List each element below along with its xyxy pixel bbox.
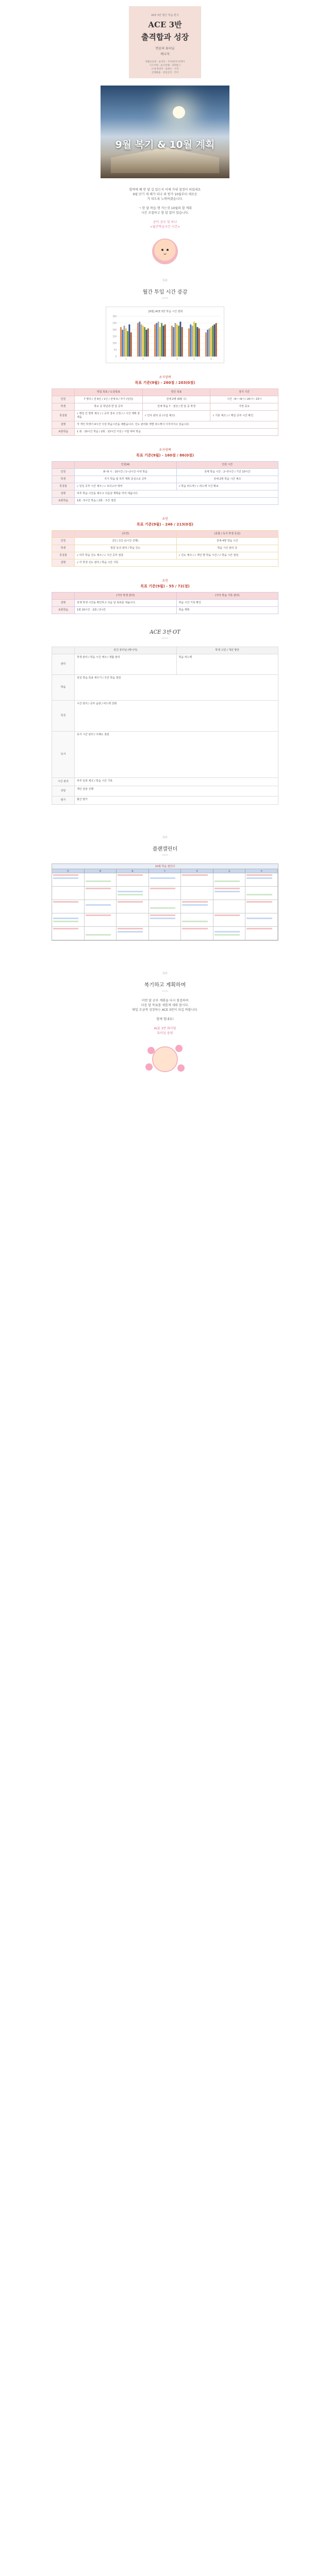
table-cell: √ 인사 관리 중 (수업 체크) [142,411,210,421]
section-title: 복기하고 계획하며 [144,982,186,988]
col-header: 읽긴 튜터님 (매니저) [75,647,177,654]
calendar-cell [245,900,278,913]
chart-bar [188,328,190,357]
calendar-cell [85,900,117,913]
calendar-cell [85,887,117,900]
x-tick-label: 3 [159,358,161,360]
chart-bar [196,327,198,357]
bar-chart [106,307,225,364]
chart-bar [120,327,122,357]
chart-bar [145,330,147,357]
table-cell: 일일 학습 목표 세우기 / 주간 학습 점검 [75,675,278,701]
x-tick-label: 4 [176,358,178,360]
calendar [52,863,278,941]
table-cell: 1회 10시간 · 2회 / 3시간 [75,607,177,614]
x-tick-label: 1 [125,358,127,360]
y-tick-label: 50 [113,348,117,351]
intro-pink: 준비 공부 및 하나 [153,221,177,224]
closing-line: 다음 달 목표를 새롭게 세워 봅시다. [141,1004,189,1007]
row-header: 인원 [52,469,75,476]
calendar-cell [85,913,117,927]
row-header: 특징점 [52,552,75,560]
chart-bar [205,332,207,357]
row-header: 독서 [52,732,75,778]
col-header: (기타 학습 기록 관리) [176,592,278,600]
day-label: 토 [245,869,278,873]
table-cell: 전체 2명 학습 시간 체크 [176,476,278,483]
table-tag: 초연 [162,579,168,583]
chart-bar [193,321,195,357]
chart-bar [139,321,140,357]
row-header: 학습 [52,675,75,701]
row-header: 설명 [52,490,75,498]
hero-image [101,86,229,178]
table-cell: 개인 상담 진행 [75,786,278,796]
calendar-cell [52,913,85,927]
day-label: 수 [149,869,182,873]
table-head: 목표 기준(9월) - 55 / 72(점) [140,584,190,588]
table-cell: 학교 중 학년과 한 달 공부 [75,403,143,411]
calendar-head: 10월 학습 캘린더 [52,864,278,869]
stats-table-3 [52,516,278,567]
stats-table-2 [52,447,278,505]
chart-bar [137,323,139,357]
table-cell: 각 개인 학생이 4시간 이상 학습시간을 채웠습니다. 진도 관리와 개별 피드백이 이루어지고 있습니다. [75,421,278,429]
col-header: 장기 기간 [210,389,278,396]
closing-line: 이번 달 공부 계획을 다시 점검하며 [141,999,189,1003]
header-title-1: ACE 3반 [148,20,182,29]
header-list-item: 기도이원 · 윤지선혜 · 과학탐구 [149,64,181,67]
intro-line: 할바에 꽤 한 달 길 있는지 이제 가내 결정이 되었네요 [129,188,201,192]
calendar-cell [52,887,85,900]
chart-bar [142,326,144,357]
y-tick-label: 100 [112,342,117,345]
intro-text [0,188,330,229]
chart-bar [171,326,173,357]
table-cell: 시간 관리 / 공부 습관 / 피드백 강화 [75,701,278,732]
chart-bar [209,328,210,357]
table [52,461,278,505]
table-cell: 1 회 : 10시간 학습 / 2회 : 13시간 이상 / 시험 대비 학습 [75,429,278,436]
calendar-cell [213,873,246,887]
table-tag: 초지영팩 [159,448,171,452]
calendar-cell [181,913,213,927]
closing-text [0,998,330,1036]
row-header: 보충학습 [52,607,75,614]
chart-bar [192,326,193,357]
row-header: 보충학습 [52,498,75,505]
calendar-cell [213,913,246,927]
calendar-cell [149,873,182,887]
y-tick-label: 300 [112,315,117,318]
table-cell: 전체 학습 7 · 점성 / 한 달 중 학생 [142,403,210,411]
table-cell: 학습 피드백 [176,654,278,675]
section-mark: SIX [162,972,168,975]
row-header: 인원 [52,538,75,545]
section-mark: SIX [162,836,168,839]
closing-pink: 튜터님 올림 [157,1031,173,1035]
page [0,6,330,1075]
table-cell: 자기 학습 및 하루 계획 중심으로 공부 [75,476,177,483]
book-shape [111,147,219,173]
chart-box [106,307,224,363]
chart-bar [147,328,149,357]
chart-bar [144,327,145,357]
sun-shape [173,106,185,118]
table-cell: 하루 일과 체크 / 학습 시간 기록 [75,778,278,786]
table-cell: 학습 시간 관리 중 [176,545,278,552]
row-header: 학생 [52,476,75,483]
row-header: 시간 관리 [52,778,75,786]
intro-line: ㄱ 한 달 복습 행 가는것 10월의 할 계획 [138,207,192,210]
col-header: (종합 / 독서 학생 중심) [176,531,278,538]
col-header [52,531,75,538]
chart-bar [210,327,212,357]
col-header: 연간 목표 [142,389,210,396]
row-header: 보충학습 [52,429,75,436]
table-cell: 8~9 시 : 10시간 / 1~2시간 이내 학습 [75,469,177,476]
closing-line: 매일 조금씩 성장하는 ACE 3반이 되길 바랍니다. [132,1008,198,1012]
day-label: 화 [117,869,149,873]
calendar-cell [149,927,182,940]
chart-bar [175,323,176,357]
chart-bar [154,325,156,357]
calendar-cell [149,913,182,927]
x-tick-label: 6 [210,358,212,360]
calendar-cell [117,927,149,940]
table-cell: 가장 중요 [210,403,278,411]
chart-bar [162,326,164,357]
chart-bar [125,328,127,357]
table-cell: √ 학습 피드백 / √ 피드백 시간 확보 [176,483,278,490]
table [52,530,278,567]
table-cell: √ 일일 공부 시간 체크 / √ 모의고사 대비 [75,483,177,490]
calendar-cell [117,913,149,927]
table-cell: 7 명의 / 전 6인 / 1인 / 전체 5 / 자기 (일일) [75,396,143,403]
row-header: 특징점 [52,411,75,421]
intro-line: 시간 조절하고 할 말 말이 있습니다. [141,211,189,215]
calendar-cell [52,927,85,940]
chart-bar [128,325,130,357]
table-cell: √ 매일 간 방학 체크 / √ 공부 장르 고정 / √ 시간 계획 잘 세움 [75,411,143,421]
calendar-cell [181,927,213,940]
x-tick-label: 2 [142,358,144,360]
chart-bar [179,321,181,357]
header-list-item: 오네·정영어 · 윤예은 · 수학 [151,68,179,71]
table-cell: 2인 / 1인 (1시간 진행) [75,538,177,545]
mascot-icon [152,239,178,264]
col-header: (기타 학생 관리) [75,592,177,600]
calendar-cell [52,873,85,887]
table-cell: 하루 학습 시간을 채우고 다음날 계획을 미리 세웁니다. [75,490,278,498]
table-cell: 방문 동선 관리 / 학습 진도 [75,545,177,552]
table-cell: 월간 평가 [75,796,278,805]
calendar-cell [245,887,278,900]
chart-bar [156,323,157,357]
row-header: 설명 [52,600,75,607]
col-header: 인원(4) [75,462,177,469]
day-label: 목 [181,869,213,873]
col-header [52,389,75,396]
chart-bar [190,325,191,357]
table-cell: 독서 시간 관리 / 이해도 점검 [75,732,278,778]
chart-bar [141,325,142,357]
calendar-cell [149,887,182,900]
day-label: 금 [213,869,246,873]
chart-bar [161,323,162,357]
table-cell: √ 진도 체크 / √ 개인 별 학습 시간 / √ 학습 시간 점검 [176,552,278,560]
table-cell: 학습 시간 기록 확인 [176,600,278,607]
chart-bar [127,331,128,357]
mascot-flower-icon [144,1044,186,1075]
header-sub: 매니저 [160,53,170,56]
table-cell: 전체 학생 시간을 확인하고 다음 달 목표를 세웁니다. [75,600,177,607]
y-tick-label: 200 [112,328,117,331]
header-title-2: 출격합과 성장 [141,32,189,42]
chart-bar [199,328,200,357]
chart-bar [124,326,125,357]
table-cell: 전체 2명 (9월 수) [142,396,210,403]
calendar-cell [117,873,149,887]
calendar-cell [149,900,182,913]
intro-pink: <월간학습시간 시간> [150,225,180,229]
y-tick-label: 0 [115,355,117,358]
ot-title: ACE 3반 OT [150,630,180,635]
chart-bar [158,321,159,357]
table-cell: √ 각 학생 진도 관리 / 학습 시간 기록 [75,560,278,567]
calendar-cell [117,887,149,900]
row-header: 인원 [52,396,75,403]
table [52,647,278,805]
calendar-cell [245,873,278,887]
row-header: 학생 [52,545,75,552]
row-header: 설명 [52,421,75,429]
calendar-cell [85,873,117,887]
chart-bar [159,327,161,357]
calendar-cell [117,900,149,913]
row-header: 학생 [52,403,75,411]
table-head: 목표 기준(9월) - 246 / 213(0점) [137,522,193,527]
stats-table-4 [52,578,278,614]
col-header: 학생 고민 / 개선 방안 [176,647,278,654]
header-top: ACE 3반 월간 학습 편지 [151,14,179,17]
section-mark: SIX [162,279,168,282]
table-tag: 초연 [162,517,168,521]
row-header: 설명 [52,560,75,567]
table-cell: 1회 : 5시간 학습 / 2회 : 주간 점검 [75,498,278,505]
x-tick-label: 5 [193,358,195,360]
table-cell: 시간 : 6~~8시 / 20시~ 23시 [210,396,278,403]
y-tick-label: 250 [112,321,117,325]
chart-bar [122,330,123,357]
ot-table [52,647,278,805]
table-tag: 초지영팩 [159,376,171,379]
col-header [52,592,75,600]
col-header [52,462,75,469]
col-header [52,647,75,654]
table [52,388,278,436]
col-header: 학업 목표 / 도전목표 [75,389,143,396]
stats-table-1 [52,375,278,436]
table-head: 목표 기준(9월) - 160점 / 86(0점) [136,453,194,457]
calendar-cell [181,900,213,913]
calendar-cell [181,887,213,900]
chart-bar [173,327,174,357]
table-cell: √ 하루 학습 진도 체크 / √ 시간 공부 점검 [75,552,177,560]
table-cell: 학생 관리 / 학습 시간 체크 / 생활 관리 [75,654,177,675]
calendar-cell [213,927,246,940]
chart-bar [213,325,215,357]
row-header: 특징 [52,701,75,732]
calendar-days [52,869,278,873]
table-cell: 전체 학습 시간 : 2~5시간 / 기간 10시간 [176,469,278,476]
calendar-cell [52,900,85,913]
chart-title: [9월] ACE 3반 학습 시간 변화 [148,310,183,313]
table [52,592,278,614]
header-list-item: 선행봐줌 · 성일공진 · 국어 [151,72,179,74]
calendar-cell [213,887,246,900]
day-label: 월 [85,869,117,873]
closing-line: 함께 힘내요! [156,1018,174,1021]
row-header: 특징점 [52,483,75,490]
section-title: 플랜캘린더 [152,846,178,852]
calendar-cell [181,873,213,887]
header-author: 변윤의 튜터님 [155,47,175,50]
day-label: 일 [52,869,85,873]
chart-bar [164,325,166,357]
header-list-item: 영월초등원 · 윤리다 · 국어/한국사/영어 [145,61,185,63]
header-list [129,60,201,75]
closing-pink: ACE 3반 화이팅 [154,1027,176,1030]
chart-bar [212,326,213,357]
calendar-grid [52,873,278,940]
chart-bar [195,323,196,357]
section-title: 월간 투입 시간 증감 [142,290,188,295]
header-card [129,6,201,78]
table-head: 목표 기준(9월) - 260점 / 203(0점) [135,381,195,385]
hero-caption: 9월 복기 & 10월 계획 [115,139,215,150]
chart-bar [178,326,179,357]
row-header: 평가 [52,796,75,805]
chart-bar [216,323,217,357]
col-header: 인원 시간 [176,462,278,469]
intro-line: 9월 단기 새 해가 되나 외 뭔가 10월부터 새로운 [133,193,197,196]
intro-line: 가 되도록 노력하겠습니다. [147,197,183,201]
chart-bar [130,332,132,357]
row-header: 관리 [52,654,75,675]
table-cell: √ 기본 체크 / √ 매일 공부 시간 확인 [210,411,278,421]
calendar-cell [245,927,278,940]
y-tick-label: 150 [112,335,117,338]
calendar-cell [213,900,246,913]
row-header: 상담 [52,786,75,796]
chart-bar [182,327,183,357]
chart-bar [207,330,208,357]
table-cell: 전체 4명 학습 시간 [176,538,278,545]
calendar-cell [85,927,117,940]
col-header: (초연) [75,531,177,538]
chart-bar [176,325,178,357]
calendar-cell [245,913,278,927]
table-cell: 학습 계획 [176,607,278,614]
